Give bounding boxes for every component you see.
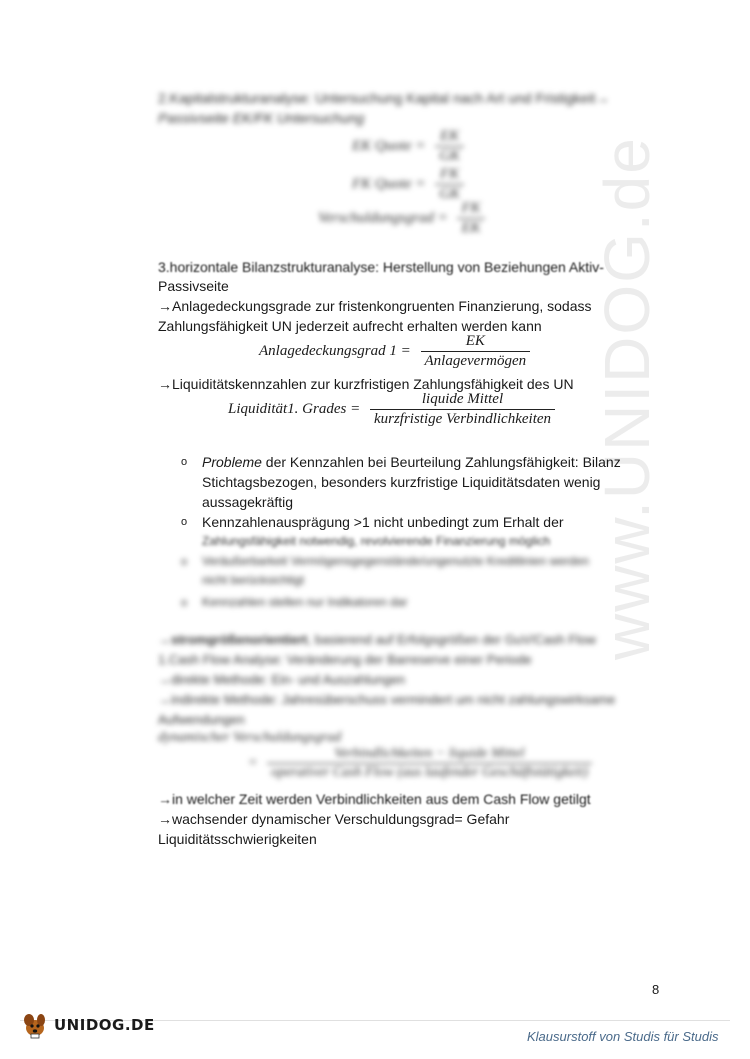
numerator: Verbindlichkeiten − liquide Mittel [334,746,525,761]
formula-lhs: FK Quote = [352,175,426,192]
unidog-logo [20,1010,155,1040]
watermark: www.UNIDOG.de [591,136,663,660]
denominator: EK [457,218,484,237]
section-3-heading-cont: Passivseite [158,278,229,294]
numerator: FK [461,200,481,216]
denominator: kurzfristige Verbindlichkeiten [370,409,555,428]
fraction [370,391,555,428]
denominator: GK [435,146,464,165]
fraction [267,746,592,781]
logo-text: UNIDOG.DE [54,1016,155,1034]
paragraph-liquiditaet: →Liquiditätskennzahlen zur kurzfristigen Zahlungsfähigkeit des UN [158,376,574,392]
list-item-cont: Zahlungsfähigkeit notwendig, revolvierende Finanzierung möglich [202,534,551,548]
formula-lhs: EK Quote = [352,137,426,154]
denominator: operativer Cash Flow (aus laufender Geschäftstätigkeit) [267,763,592,781]
paragraph-gefahr: →wachsender dynamischer Verschuldungsgrad= Gefahr [158,811,510,827]
formula-liquiditaet [228,391,555,428]
formula-lhs: Anlagedeckungsgrad 1 = [259,342,411,359]
bold-term: →stromgrößenorientiert [158,632,308,647]
list-item-cont: nicht berücksichtigt [202,573,305,587]
paragraph-anlagedeckung: →Anlagedeckungsgrade zur fristenkongruenten Finanzierung, sodass [158,298,592,314]
list-item-cont: Stichtagsbezogen, besonders kurzfristige Liquiditätsdaten wenig [202,474,601,490]
list-item: Kennzahlenausprägung >1 nicht unbedingt zum Erhalt der [202,514,564,530]
formula-lhs: Liquidität1. Grades = [228,400,361,417]
emphasis: Probleme [202,454,262,470]
list-item-cont: aussagekräftig [202,494,294,510]
cashflow-line: →indirekte Methode: Jahresüberschuss vermindert um nicht zahlungswirksame [158,692,616,707]
cashflow-line: →direkte Methode: Ein- und Auszahlungen [158,672,406,687]
list-item: Veräußerbarkeit Vermögensgegenstände/ungenutzte Kreditlinien werden [202,554,589,568]
fraction [435,166,464,203]
dog-icon [20,1010,50,1040]
paragraph-tilgung: →in welcher Zeit werden Verbindlichkeiten aus dem Cash Flow getilgt [158,791,591,807]
formula-ek-quote [352,128,464,165]
formula-dynamic-lhs: dynamischer Verschuldungsgrad [158,730,342,745]
list-item-text: der Kennzahlen bei Beurteilung Zahlungsfähigkeit: Bilanz [261,454,621,470]
cashflow-line: Aufwendungen [158,712,245,727]
formula-dynamischer-verschuldungsgrad [248,746,592,781]
numerator: FK [440,166,460,182]
page-number: 8 [652,982,660,997]
bullet-marker: o [181,456,188,468]
section-2-subheading: Passivseite EK/FK Untersuchung [158,110,365,126]
list-item [202,452,621,472]
formula-fk-quote [352,166,464,203]
formula-lhs: Verschuldungsgrad = [318,209,448,226]
formula-anlagedeckungsgrad [259,333,530,370]
bullet-marker: o [181,597,188,609]
formula-verschuldungsgrad [318,200,485,237]
footer-slogan: Klausurstoff von Studis für Studis [527,1029,719,1044]
bullet-marker: o [181,516,188,528]
numerator: liquide Mittel [421,391,504,407]
heading-rest: , basierend auf Erfolgsgrößen der GuV/Cash Flow [307,632,596,647]
section-4-heading [158,630,596,650]
section-2-heading: 2.Kapitalstrukturanalyse: Untersuchung Kapital nach Art und Fristigkeit→ [158,90,610,106]
section-3-heading: 3.horizontale Bilanzstrukturanalyse: Herstellung von Beziehungen Aktiv- [158,259,604,275]
numerator: EK [440,128,460,144]
bullet-marker: o [181,556,188,568]
denominator: GK [435,184,464,203]
denominator: Anlagevermögen [421,351,531,370]
list-item: Kennzahlen stellen nur Indikatoren dar [202,595,408,609]
fraction [421,333,531,370]
equals-sign: = [248,755,258,771]
fraction [457,200,484,237]
cashflow-line: 1.Cash Flow Analyse: Veränderung der Barreserve einer Periode [158,652,532,667]
paragraph-gefahr-cont: Liquiditätsschwierigkeiten [158,831,317,847]
numerator: EK [465,333,485,349]
paragraph-anlagedeckung-cont: Zahlungsfähigkeit UN jederzeit aufrecht erhalten werden kann [158,318,542,334]
fraction [435,128,464,165]
